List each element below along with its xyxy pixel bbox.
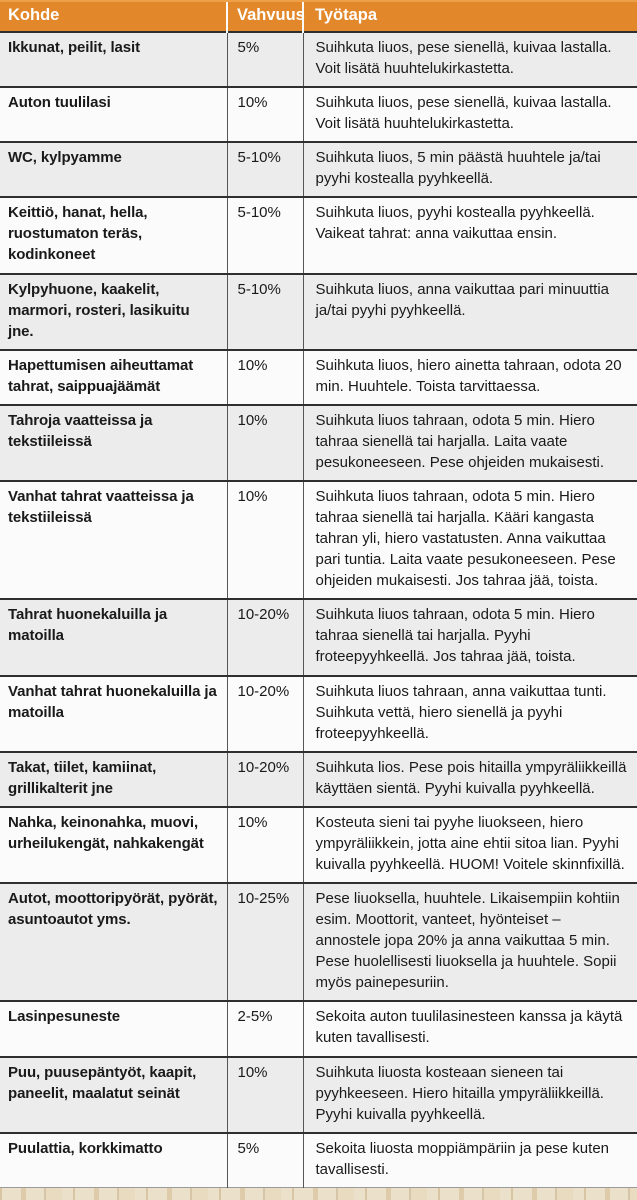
tyotapa-cell: Suihkuta liuos tahraan, odota 5 min. Hiero tahraa sienellä tai harjalla. Laita vaate pesukoneeseen. Pese ohjeiden mukaisesti.	[303, 405, 637, 481]
vahvuus-cell: 10-20%	[227, 676, 303, 752]
table-row	[0, 481, 637, 599]
kohde-cell: Kylpyhuone, kaakelit, marmori, rosteri, lasikuitu jne.	[8, 280, 190, 340]
tyotapa-cell: Sekoita auton tuulilasinesteen kanssa ja käytä kuten tavallisesti.	[303, 1001, 637, 1056]
kohde-cell: Tahrat huonekaluilla ja matoilla	[8, 606, 168, 645]
vahvuus-cell: 10-25%	[227, 883, 303, 1001]
vahvuus-cell: 10%	[227, 350, 303, 405]
tyotapa-cell: Suihkuta liuos, hiero ainetta tahraan, odota 20 min. Huuhtele. Toista tarvittaessa.	[303, 350, 637, 405]
table-row	[0, 676, 637, 752]
table-row	[0, 883, 637, 1001]
vahvuus-cell: 5%	[227, 32, 303, 87]
tyotapa-cell: Suihkuta liuos, pyyhi kostealla pyyhkeellä. Vaikeat tahrat: anna vaikuttaa ensin.	[303, 197, 637, 273]
table-row	[0, 87, 637, 142]
kohde-cell: Tahroja vaatteissa ja tekstiileissä	[8, 411, 153, 450]
vahvuus-cell: 10%	[227, 87, 303, 142]
vahvuus-cell: 5%	[227, 1133, 303, 1188]
tyotapa-cell: Suihkuta liuosta kosteaan sieneen tai pyyhkeeseen. Hiero hitailla ympyräliikkeillä. Pyyhi kuivalla pyyhkeellä.	[303, 1057, 637, 1133]
column-header-tyotapa: Työtapa	[303, 1, 637, 32]
kohde-cell: Autot, moottoripyörät, pyörät, asuntoautot yms.	[8, 890, 218, 929]
column-header-kohde: Kohde	[0, 1, 227, 32]
tyotapa-cell: Suihkuta liuos, anna vaikuttaa pari minuuttia ja/tai pyyhi pyyhkeellä.	[303, 274, 637, 350]
table-row	[0, 599, 637, 675]
tyotapa-cell: Suihkuta liuos tahraan, odota 5 min. Hiero tahraa sienellä tai harjalla. Pyyhi froteepyyhkeellä. Jos tahraa jää, toista.	[303, 599, 637, 675]
tyotapa-cell: Suihkuta liuos tahraan, odota 5 min. Hiero tahraa sienellä tai harjalla. Kääri kangasta tahran yli, hiero vastatusten. Anna vaikuttaa pari tuntia. Laita vaate pesukoneeseen. Pese ohjeiden mukaisesti. Jos tahraa jää, toista.	[303, 481, 637, 599]
vahvuus-cell: 10-20%	[227, 599, 303, 675]
column-header-vahvuus: Vahvuus	[227, 1, 303, 32]
tyotapa-cell: Pese liuoksella, huuhtele. Likaisempiin kohtiin esim. Moottorit, vanteet, hyönteiset – annostele jopa 20% ja anna vaikuttaa 5 min. Pese huolellisesti liuoksella ja huuhtele. Sopii myös painepesuriin.	[303, 883, 637, 1001]
kohde-cell: Takat, tiilet, kamiinat, grillikalterit jne	[8, 758, 157, 797]
vahvuus-cell: 10%	[227, 1057, 303, 1133]
kohde-cell: Keittiö, hanat, hella, ruostumaton teräs, kodinkoneet	[8, 204, 148, 264]
table-row	[0, 32, 637, 87]
kohde-cell: Puu, puusepäntyöt, kaapit, paneelit, maalatut seinät	[8, 1063, 197, 1102]
header-row	[0, 1, 637, 32]
table-body	[0, 32, 637, 1188]
kohde-cell: Vanhat tahrat vaatteissa ja tekstiileissä	[8, 488, 194, 527]
kohde-cell: WC, kylpyamme	[8, 149, 122, 167]
tyotapa-cell: Sekoita liuosta moppiämpäriin ja pese kuten tavallisesti.	[303, 1133, 637, 1188]
table-row	[0, 197, 637, 273]
kohde-cell: Vanhat tahrat huonekaluilla ja matoilla	[8, 682, 217, 721]
table-row	[0, 274, 637, 350]
table-row	[0, 807, 637, 883]
table-row	[0, 752, 637, 807]
kohde-cell: Ikkunat, peilit, lasit	[8, 39, 141, 56]
table-row	[0, 1001, 637, 1056]
vahvuus-cell: 10-20%	[227, 752, 303, 807]
tyotapa-cell: Kosteuta sieni tai pyyhe liuokseen, hiero ympyräliikkein, jotta aine ehtii sitoa lian. Pyyhi kuivalla pyyhkeellä. HUOM! Voitele skinnfixillä.	[303, 807, 637, 883]
vahvuus-cell: 10%	[227, 481, 303, 599]
kohde-cell: Hapettumisen aiheuttamat tahrat, saippuajäämät	[8, 356, 194, 395]
table-header	[0, 1, 637, 32]
kohde-cell: Auton tuulilasi	[8, 94, 111, 112]
table-row	[0, 350, 637, 405]
vahvuus-cell: 2-5%	[227, 1001, 303, 1056]
vahvuus-cell: 5-10%	[227, 142, 303, 197]
tyotapa-cell: Suihkuta liuos, 5 min päästä huuhtele ja/tai pyyhi kostealla pyyhkeellä.	[303, 142, 637, 197]
tyotapa-cell: Suihkuta lios. Pese pois hitailla ympyräliikkeillä käyttäen sientä. Pyyhi kuivalla pyyhkeellä.	[303, 752, 637, 807]
table-row	[0, 405, 637, 481]
table-row	[0, 1133, 637, 1188]
tyotapa-cell: Suihkuta liuos tahraan, anna vaikuttaa tunti. Suihkuta vettä, hiero sienellä ja pyyhi froteepyyhkeellä.	[303, 676, 637, 752]
table-row	[0, 1057, 637, 1133]
vahvuus-cell: 10%	[227, 807, 303, 883]
kohde-cell: Nahka, keinonahka, muovi, urheilukengät, nahkakengät	[8, 813, 204, 852]
tyotapa-cell: Suihkuta liuos, pese sienellä, kuivaa lastalla. Voit lisätä huuhtelukirkastetta.	[303, 87, 637, 142]
vahvuus-cell: 10%	[227, 405, 303, 481]
table-row	[0, 142, 637, 197]
kohde-cell: Lasinpesuneste	[8, 1008, 120, 1026]
tyotapa-cell: Suihkuta liuos, pese sienellä, kuivaa lastalla. Voit lisätä huuhtelukirkastetta.	[303, 32, 637, 87]
vahvuus-cell: 5-10%	[227, 274, 303, 350]
kohde-cell: Puulattia, korkkimatto	[8, 1139, 163, 1157]
vahvuus-cell: 5-10%	[227, 197, 303, 273]
